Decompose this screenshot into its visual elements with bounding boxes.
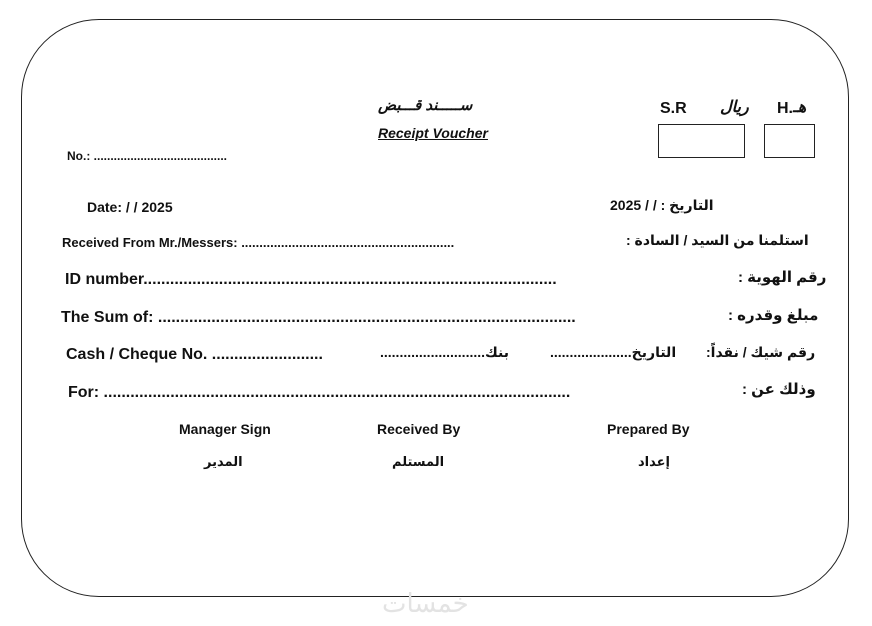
watermark-text: خمسات	[382, 588, 469, 618]
title-english: Receipt Voucher	[378, 125, 488, 141]
date-english: Date: / / 2025	[87, 199, 173, 215]
cheque-number-arabic: رقم شيك / نقداً:	[706, 344, 816, 360]
date-arabic: التاريخ : / / 2025	[610, 197, 714, 213]
id-number-arabic: رقم الهوية :	[738, 269, 827, 286]
currency-h-arabic: هـ	[793, 99, 807, 116]
sum-english: The Sum of: ..............................................................................................	[61, 309, 576, 326]
sum-arabic: مبلغ وقدره :	[728, 307, 819, 324]
for-arabic: وذلك عن :	[742, 381, 816, 398]
received-by-label: Received By	[377, 421, 461, 437]
prepared-by-arabic-label: إعداد	[638, 454, 670, 469]
prepared-by-label: Prepared By	[607, 421, 690, 437]
manager-arabic-label: المدير	[204, 454, 243, 469]
received-from-english: Received From Mr./Messers: ...........................................................	[62, 235, 455, 250]
received-from-arabic: استلمنا من السيد / السادة :	[626, 232, 809, 248]
for-english: For: .........................................................................................................	[68, 384, 571, 401]
bank-arabic: بنك...........................	[380, 344, 510, 360]
manager-sign-label: Manager Sign	[179, 421, 271, 437]
currency-sr-label: S.R	[660, 100, 687, 117]
voucher-number: No.: ........................................	[67, 149, 228, 163]
cash-cheque-english: Cash / Cheque No. .........................	[66, 346, 323, 363]
amount-halala-box[interactable]	[764, 124, 815, 158]
id-number-english: ID number.............................................................................................	[65, 271, 557, 288]
amount-riyal-box[interactable]	[658, 124, 745, 158]
currency-riyal-label: ريال	[720, 99, 749, 116]
currency-h-label: H.	[777, 100, 793, 117]
title-arabic: ســـــند قـــبض	[378, 97, 473, 114]
cheque-date-arabic: التاريخ.....................	[550, 344, 677, 360]
received-by-arabic-label: المستلم	[392, 454, 445, 469]
